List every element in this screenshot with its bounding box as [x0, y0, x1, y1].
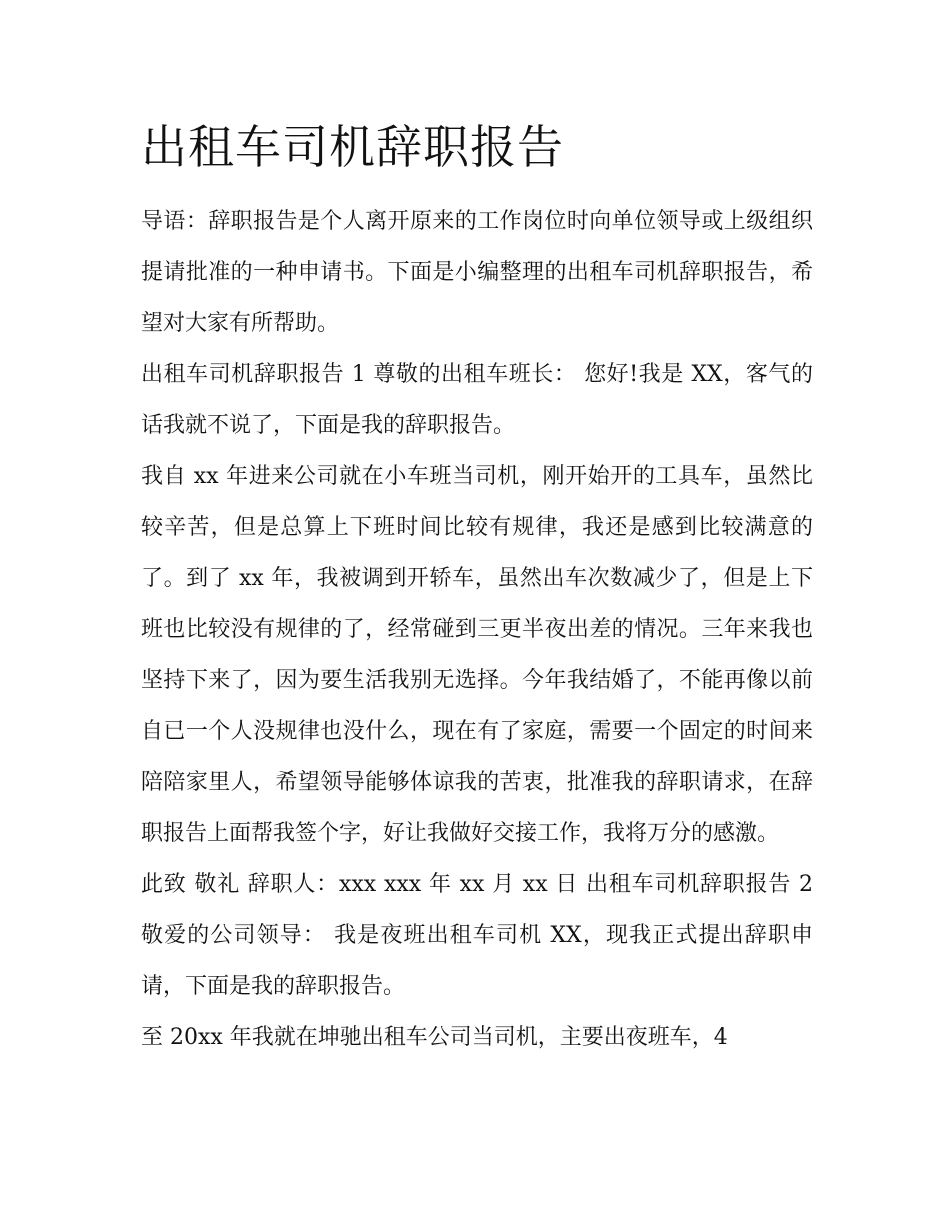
- paragraph-report-2-body: 至 20xx 年我就在坤驰出租车公司当司机，主要出夜班车，4: [141, 1025, 728, 1050]
- document-page: [141, 112, 813, 1063]
- paragraph-intro: 导语：辞职报告是个人离开原来的工作岗位时向单位领导或上级组织提请批准的一种申请书。下面是小编整理的出租车司机辞职报告，希望对大家有所帮助。: [141, 209, 813, 336]
- paragraph-report-1-greeting: 出租车司机辞职报告 1 尊敬的出租车班长： 您好!我是 XX，客气的话我就不说了，下面是我的辞职报告。: [141, 362, 813, 438]
- paragraph-report-1-body: 我自 xx 年进来公司就在小车班当司机，刚开始开的工具车，虽然比较辛苦，但是总算上下班时间比较有规律，我还是感到比较满意的了。到了 xx 年，我被调到开轿车，虽然出车次数减少了，但是上下班也比较没有规律的了，经常碰到三更半夜出差的情况。三年来我也坚持下来了，因为要生活我别无选择。今年我结婚了，不能再像以前自已一个人没规律也没什么，现在有了家庭，需要一个固定的时间来陪陪家里人，希望领导能够体谅我的苦衷，批准我的辞职请求，在辞职报告上面帮我签个字，好让我做好交接工作，我将万分的感激。: [141, 464, 813, 846]
- document-title: 出租车司机辞职报告: [141, 120, 564, 174]
- paragraph-report-2-greeting: 此致 敬礼 辞职人：xxx xxx 年 xx 月 xx 日 出租车司机辞职报告 2 敬爱的公司领导： 我是夜班出租车司机 XX，现我正式提出辞职申请，下面是我的辞职报告。: [141, 872, 813, 999]
